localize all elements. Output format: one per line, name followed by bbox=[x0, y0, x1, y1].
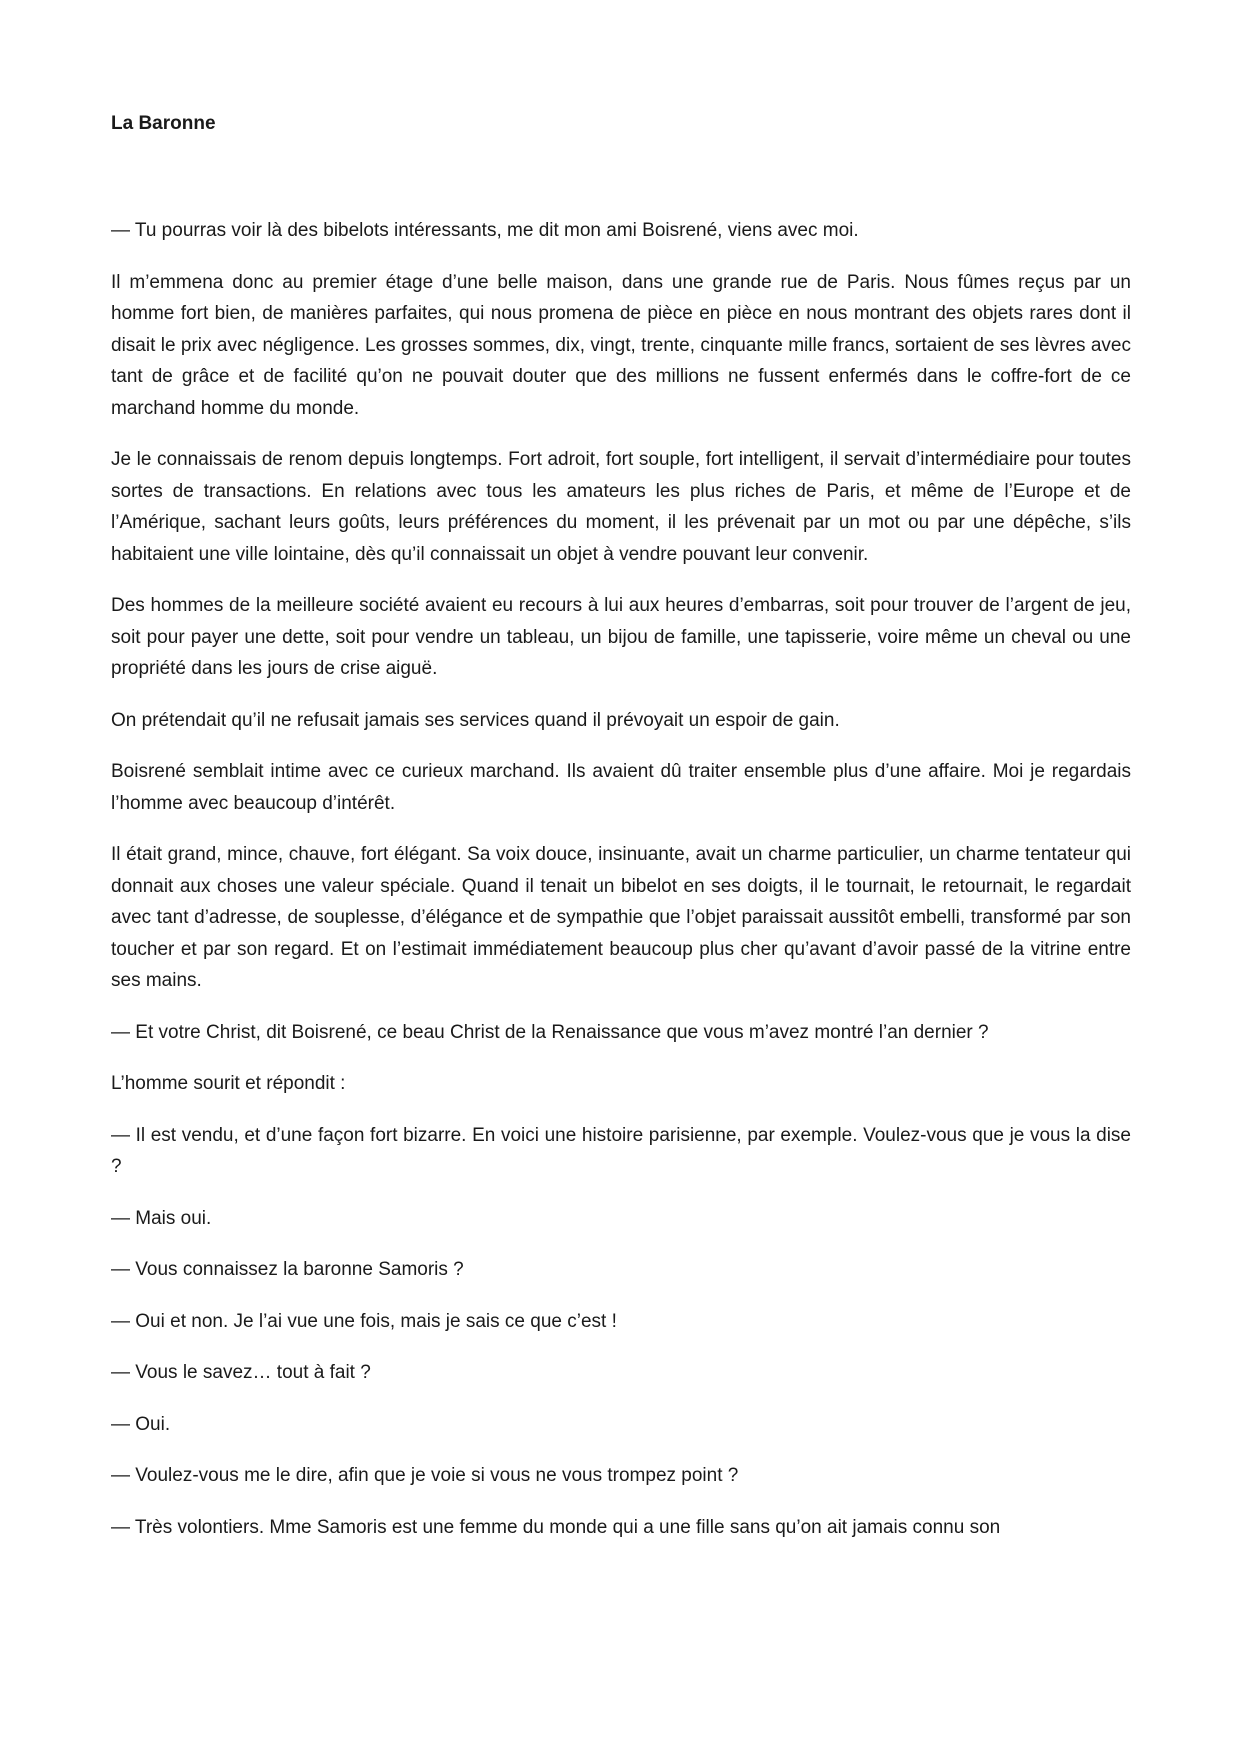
paragraph: — Et votre Christ, dit Boisrené, ce beau Christ de la Renaissance que vous m’avez montré l’an dernier ? bbox=[111, 1021, 989, 1043]
paragraph: — Très volontiers. Mme Samoris est une femme du monde qui a une fille sans qu’on ait jamais connu son bbox=[111, 1516, 1001, 1538]
paragraph: L’homme sourit et répondit : bbox=[111, 1073, 346, 1094]
document-body bbox=[111, 215, 1131, 1563]
paragraph: — Mais oui. bbox=[111, 1207, 212, 1229]
paragraph: — Tu pourras voir là des bibelots intéressants, me dit mon ami Boisrené, viens avec moi. bbox=[111, 220, 859, 241]
document-title: La Baronne bbox=[111, 113, 216, 134]
paragraph: Il m’emmena donc au premier étage d’une belle maison, dans une grande rue de Paris. Nous fûmes reçus par un homme fort bien, de manières parfaites, qui nous promena de pièce en pièce en nous montrant des objets rares dont il disait le prix avec négligence. Les grosses sommes, dix, vingt, trente, cinquante mille francs, sortaient de ses lèvres avec tant de grâce et de facilité qu’on ne pouvait douter que des millions ne fussent enfermés dans le coffre-fort de ce marchand homme du monde. bbox=[111, 271, 1131, 419]
paragraph: — Voulez-vous me le dire, afin que je voie si vous ne vous trompez point ? bbox=[111, 1465, 739, 1486]
paragraph: — Oui. bbox=[111, 1413, 171, 1435]
paragraph: — Il est vendu, et d’une façon fort bizarre. En voici une histoire parisienne, par exemple. Voulez-vous que je vous la dise ? bbox=[111, 1124, 1131, 1177]
paragraph: — Oui et non. Je l’ai vue une fois, mais je sais ce que c’est ! bbox=[111, 1310, 617, 1332]
paragraph: — Vous connaissez la baronne Samoris ? bbox=[111, 1259, 464, 1280]
paragraph: Je le connaissais de renom depuis longtemps. Fort adroit, fort souple, fort intelligent, il servait d’intermédiaire pour toutes sortes de transactions. En relations avec tous les amateurs les plus riches de Paris, et même de l’Europe et de l’Amérique, sachant leurs goûts, leurs préférences du moment, il les prévenait par un mot ou par une dépêche, s’ils habitaient une ville lointaine, dès qu’il connaissait un objet à vendre pouvant leur convenir. bbox=[111, 449, 1131, 565]
paragraph: — Vous le savez… tout à fait ? bbox=[111, 1362, 371, 1383]
paragraph: Des hommes de la meilleure société avaient eu recours à lui aux heures d’embarras, soit pour trouver de l’argent de jeu, soit pour payer une dette, soit pour vendre un tableau, un bijou de famille, une tapisserie, voire même un cheval ou une propriété dans les jours de crise aiguë. bbox=[111, 595, 1131, 679]
paragraph: Il était grand, mince, chauve, fort élégant. Sa voix douce, insinuante, avait un charme particulier, un charme tentateur qui donnait aux choses une valeur spéciale. Quand il tenait un bibelot en ses doigts, il le tournait, le retournait, le regardait avec tant d’adresse, de souplesse, d’élégance et de sympathie que l’objet paraissait aussitôt embelli, transformé par son toucher et par son regard. Et on l’estimait immédiatement beaucoup plus cher qu’avant d’avoir passé de la vitrine entre ses mains. bbox=[111, 844, 1131, 991]
paragraph: Boisrené semblait intime avec ce curieux marchand. Ils avaient dû traiter ensemble plus d’une affaire. Moi je regardais l’homme avec beaucoup d’intérêt. bbox=[111, 761, 1131, 814]
paragraph: On prétendait qu’il ne refusait jamais ses services quand il prévoyait un espoir de gain. bbox=[111, 709, 840, 731]
